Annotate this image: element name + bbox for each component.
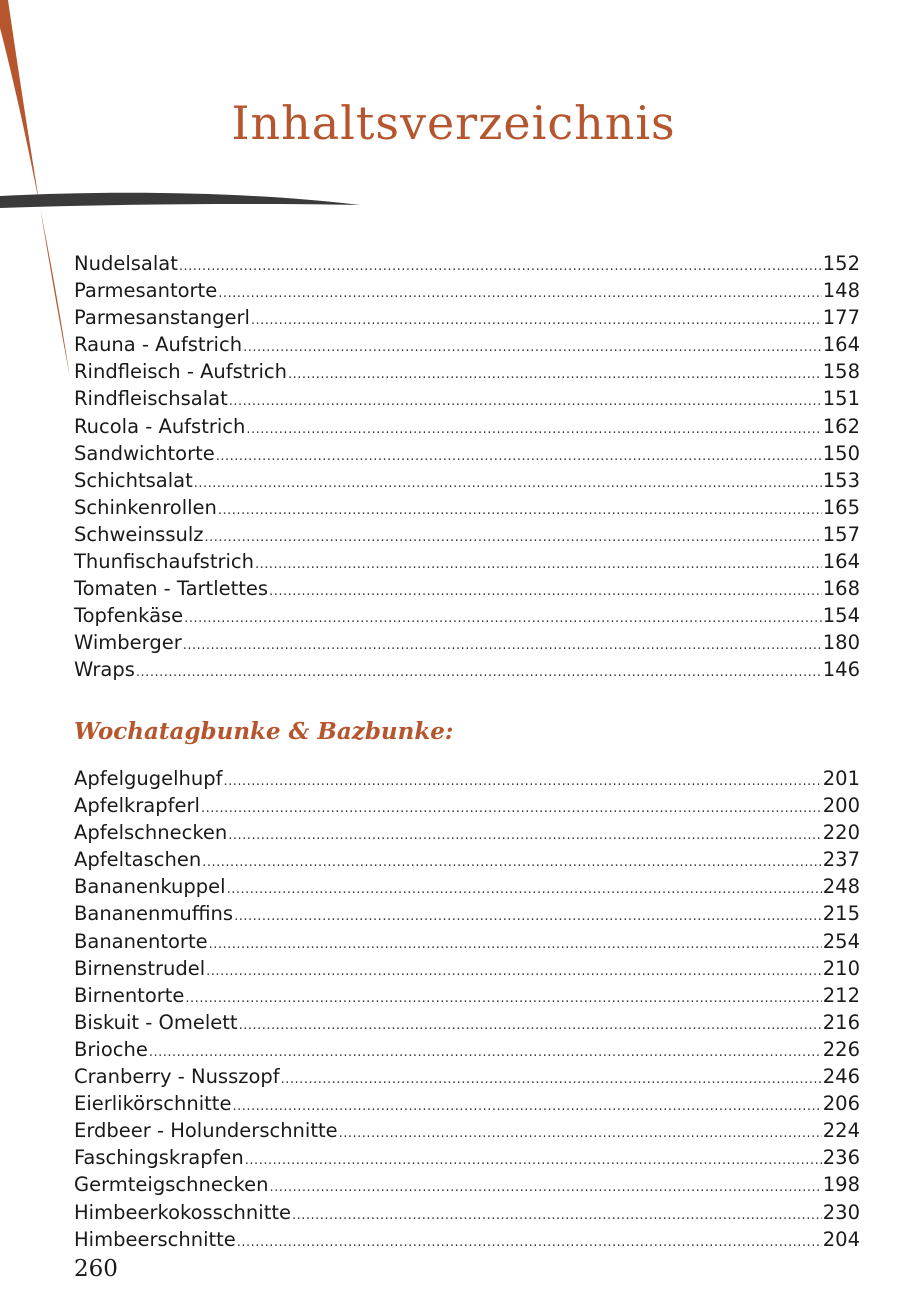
toc-entry-label: Eierlikörschnitte (74, 1092, 232, 1116)
toc-dot-leader (184, 604, 822, 631)
toc-entry-label: Sandwichtorte (74, 441, 215, 465)
toc-entry-page: 150 (822, 441, 860, 465)
toc-entry (74, 250, 860, 277)
toc-entry-label: Birnentorte (74, 983, 185, 1007)
toc-entry-page: 226 (822, 1037, 860, 1061)
toc-entry-page: 198 (822, 1173, 860, 1197)
toc-entry-label: Rindfleisch - Aufstrich (74, 360, 287, 384)
dark-horizontal-stroke (0, 193, 360, 208)
toc-entry-page: 151 (822, 387, 860, 411)
toc-entry (74, 494, 860, 521)
toc-dot-leader (251, 306, 822, 333)
toc-entry (74, 846, 860, 873)
toc-entry (74, 656, 860, 683)
toc-entry-label: Parmesantorte (74, 279, 218, 303)
toc-entry-page: 237 (822, 848, 860, 872)
toc-dot-leader (339, 1119, 822, 1146)
toc-entry-label: Nudelsalat (74, 252, 178, 275)
toc-dot-leader (288, 360, 822, 387)
toc-entry (74, 602, 860, 629)
toc-entry-label: Thunfischaufstrich (74, 550, 255, 574)
toc-entry (74, 521, 860, 548)
toc-entry (74, 575, 860, 602)
toc-entry-page: 162 (822, 414, 860, 438)
toc-entry-page: 236 (822, 1146, 860, 1170)
toc-entry (74, 1117, 860, 1144)
toc-entry-label: Schinkenrollen (74, 495, 217, 519)
toc-dot-leader (194, 469, 822, 496)
toc-entry (74, 1199, 860, 1226)
toc-entry-page: 204 (822, 1227, 860, 1251)
toc-entry-page: 164 (822, 333, 860, 357)
toc-dot-leader (216, 442, 822, 469)
toc-dot-leader (243, 333, 822, 360)
orange-diagonal-stroke (0, 0, 70, 378)
toc-entry (74, 413, 860, 440)
toc-dot-leader (185, 984, 821, 1011)
toc-entry-page: 212 (822, 983, 860, 1007)
toc-entry (74, 277, 860, 304)
toc-dot-leader (237, 1228, 822, 1255)
toc-entry (74, 1171, 860, 1198)
toc-list-baked-goods (74, 765, 860, 1253)
toc-entry-label: Apfelkrapferl (74, 794, 200, 818)
toc-entry (74, 385, 860, 412)
toc-entry-label: Schichtsalat (74, 468, 193, 492)
toc-entry-label: Brioche (74, 1037, 148, 1061)
toc-entry-label: Apfeltaschen (74, 848, 202, 872)
toc-entry-label: Apfelgugelhupf (74, 767, 223, 790)
toc-entry-label: Rindfleischsalat (74, 387, 228, 411)
toc-entry (74, 1226, 860, 1253)
toc-entry-page: 146 (822, 658, 860, 682)
toc-entry-label: Biskuit - Omelett (74, 1010, 238, 1034)
toc-entry (74, 440, 860, 467)
toc-entry-page: 153 (822, 468, 860, 492)
toc-entry (74, 900, 860, 927)
toc-entry-label: Schweinssulz (74, 522, 204, 546)
toc-dot-leader (227, 875, 822, 902)
toc-entry-page: 180 (822, 631, 860, 655)
toc-entry (74, 955, 860, 982)
toc-dot-leader (218, 279, 822, 306)
toc-dot-leader (209, 930, 822, 957)
toc-dot-leader (246, 415, 821, 442)
toc-entry (74, 1009, 860, 1036)
toc-entry (74, 358, 860, 385)
toc-dot-leader (269, 577, 822, 604)
toc-list-main (74, 250, 860, 684)
toc-entry (74, 331, 860, 358)
toc-entry-page: 216 (822, 1010, 860, 1034)
toc-entry-label: Wraps (74, 658, 135, 682)
toc-entry-label: Cranberry - Nusszopf (74, 1065, 280, 1089)
toc-entry-label: Wimberger (74, 631, 182, 655)
toc-dot-leader (281, 1065, 822, 1092)
toc-entry-page: 215 (822, 902, 860, 926)
toc-dot-leader (218, 496, 822, 523)
toc-entry-page: 158 (822, 360, 860, 384)
toc-entry-label: Himbeerkokosschnitte (74, 1200, 291, 1224)
toc-entry-label: Apfelschnecken (74, 821, 228, 845)
toc-entry-page: 210 (822, 956, 860, 980)
toc-dot-leader (206, 957, 822, 984)
toc-entry-page: 157 (822, 522, 860, 546)
toc-entry-page: 220 (822, 821, 860, 845)
toc-dot-leader (149, 1038, 822, 1065)
toc-dot-leader (202, 848, 822, 875)
toc-entry-page: 177 (822, 306, 860, 330)
toc-entry (74, 467, 860, 494)
toc-entry (74, 982, 860, 1009)
toc-entry-label: Faschingskrapfen (74, 1146, 244, 1170)
toc-entry-page: 164 (822, 550, 860, 574)
toc-entry-page: 168 (822, 577, 860, 601)
toc-dot-leader (292, 1201, 822, 1228)
toc-entry-label: Rauna - Aufstrich (74, 333, 243, 357)
toc-entry-label: Birnenstrudel (74, 956, 206, 980)
toc-entry-page: 230 (822, 1200, 860, 1224)
toc-dot-leader (270, 1173, 822, 1200)
toc-entry-page: 224 (822, 1119, 860, 1143)
toc-dot-leader (255, 550, 822, 577)
toc-entry-page: 154 (822, 604, 860, 628)
page-number: 260 (74, 1256, 118, 1282)
toc-dot-leader (234, 902, 822, 929)
toc-entry-label: Erdbeer - Holunderschnitte (74, 1119, 338, 1143)
toc-entry-label: Bananenmuffins (74, 902, 234, 926)
toc-entry-label: Parmesanstangerl (74, 306, 250, 330)
toc-entry-label: Rucola - Aufstrich (74, 414, 246, 438)
toc-entry-page: 248 (822, 875, 860, 899)
toc-dot-leader (201, 794, 822, 821)
toc-entry (74, 548, 860, 575)
toc-entry (74, 873, 860, 900)
toc-entry (74, 1063, 860, 1090)
page-title: Inhaltsverzeichnis (231, 96, 676, 150)
toc-entry-page: 148 (822, 279, 860, 303)
toc-entry-label: Bananentorte (74, 929, 208, 953)
toc-entry-label: Germteigschnecken (74, 1173, 269, 1197)
section-heading: Wochatagbunke & Bazbunke: (74, 718, 454, 745)
toc-entry-page: 200 (822, 794, 860, 818)
toc-dot-leader (183, 631, 822, 658)
toc-dot-leader (232, 1092, 821, 1119)
toc-entry (74, 629, 860, 656)
toc-entry-page: 152 (822, 252, 860, 275)
toc-entry-label: Bananenkuppel (74, 875, 226, 899)
toc-entry-label: Tomaten - Tartlettes (74, 577, 269, 601)
toc-entry (74, 819, 860, 846)
toc-entry (74, 792, 860, 819)
toc-entry (74, 765, 860, 792)
toc-entry-page: 254 (822, 929, 860, 953)
toc-entry-page: 246 (822, 1065, 860, 1089)
toc-entry (74, 1036, 860, 1063)
toc-entry (74, 928, 860, 955)
toc-entry-page: 165 (822, 495, 860, 519)
toc-entry-label: Topfenkäse (74, 604, 184, 628)
toc-dot-leader (229, 387, 822, 414)
toc-entry-page: 201 (822, 767, 860, 790)
toc-dot-leader (239, 1011, 822, 1038)
toc-entry (74, 304, 860, 331)
toc-dot-leader (136, 658, 822, 685)
toc-entry (74, 1090, 860, 1117)
toc-dot-leader (205, 523, 822, 550)
toc-dot-leader (228, 821, 821, 848)
toc-entry (74, 1144, 860, 1171)
toc-dot-leader (224, 767, 822, 794)
toc-dot-leader (245, 1146, 822, 1173)
toc-entry-label: Himbeerschnitte (74, 1227, 236, 1251)
toc-entry-page: 206 (822, 1092, 860, 1116)
toc-dot-leader (179, 252, 822, 279)
